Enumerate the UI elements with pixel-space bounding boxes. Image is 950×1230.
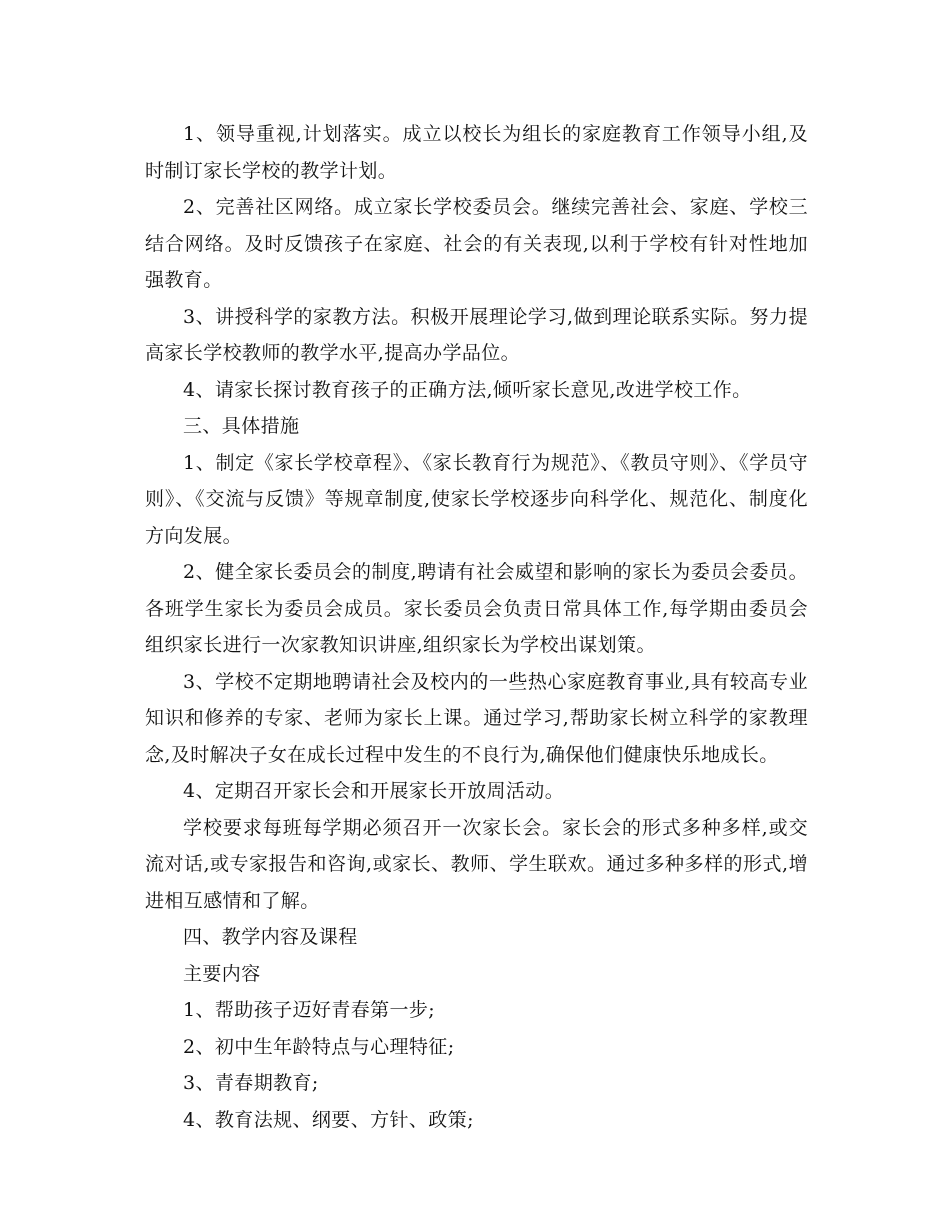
section-heading-measures: 三、具体措施 (183, 415, 300, 437)
paragraph-meeting-requirements: 学校要求每班每学期必须召开一次家长会。家长会的形式多种多样,或交流对话,或专家报告和咨询,或家长、教师、学生联欢。通过多种多样的形式,增进相互感情和了解。 (145, 816, 808, 912)
paragraph-teaching-methods: 3、讲授科学的家教方法。积极开展理论学习,做到理论联系实际。努力提高家长学校教师的教学水平,提高办学品位。 (145, 305, 808, 364)
paragraph-parent-committee: 2、健全家长委员会的制度,聘请有社会威望和影响的家长为委员会委员。各班学生家长为委员会成员。家长委员会负责日常具体工作,每学期由委员会组织家长进行一次家教知识讲座,组织家长为学校出谋划策。 (145, 561, 808, 656)
paragraph-regulations: 1、制定《家长学校章程》、《家长教育行为规范》、《教员守则》、《学员守则》、《交流与反馈》等规章制度,使家长学校逐步向科学化、规范化、制度化方向发展。 (145, 451, 808, 547)
section-heading-content: 四、教学内容及课程 (183, 926, 358, 948)
document-page (145, 116, 808, 1138)
paragraph-expert-lectures: 3、学校不定期地聘请社会及校内的一些热心家庭教育事业,具有较高专业知识和修养的专家、老师为家长上课。通过学习,帮助家长树立科学的家教理念,及时解决子女在成长过程中发生的不良行为,确保他们健康快乐地成长。 (145, 670, 808, 766)
paragraph-leadership: 1、领导重视,计划落实。成立以校长为组长的家庭教育工作领导小组,及时制订家长学校的教学计划。 (145, 123, 808, 182)
paragraph-parent-meetings: 4、定期召开家长会和开展家长开放周活动。 (183, 780, 565, 802)
list-item-adolescence-education: 3、青春期教育; (183, 1072, 319, 1094)
list-item-education-regulations: 4、教育法规、纲要、方针、政策; (183, 1108, 474, 1131)
paragraph-parent-discussion: 4、请家长探讨教育孩子的正确方法,倾听家长意见,改进学校工作。 (183, 378, 752, 401)
subheading-main-content: 主要内容 (183, 962, 261, 985)
paragraph-community-network: 2、完善社区网络。成立家长学校委员会。继续完善社会、家庭、学校三结合网络。及时反馈孩子在家庭、社会的有关表现,以利于学校有针对性地加强教育。 (145, 196, 808, 291)
list-item-age-characteristics: 2、初中生年龄特点与心理特征; (183, 1035, 455, 1058)
list-item-youth-first-step: 1、帮助孩子迈好青春第一步; (183, 999, 436, 1021)
